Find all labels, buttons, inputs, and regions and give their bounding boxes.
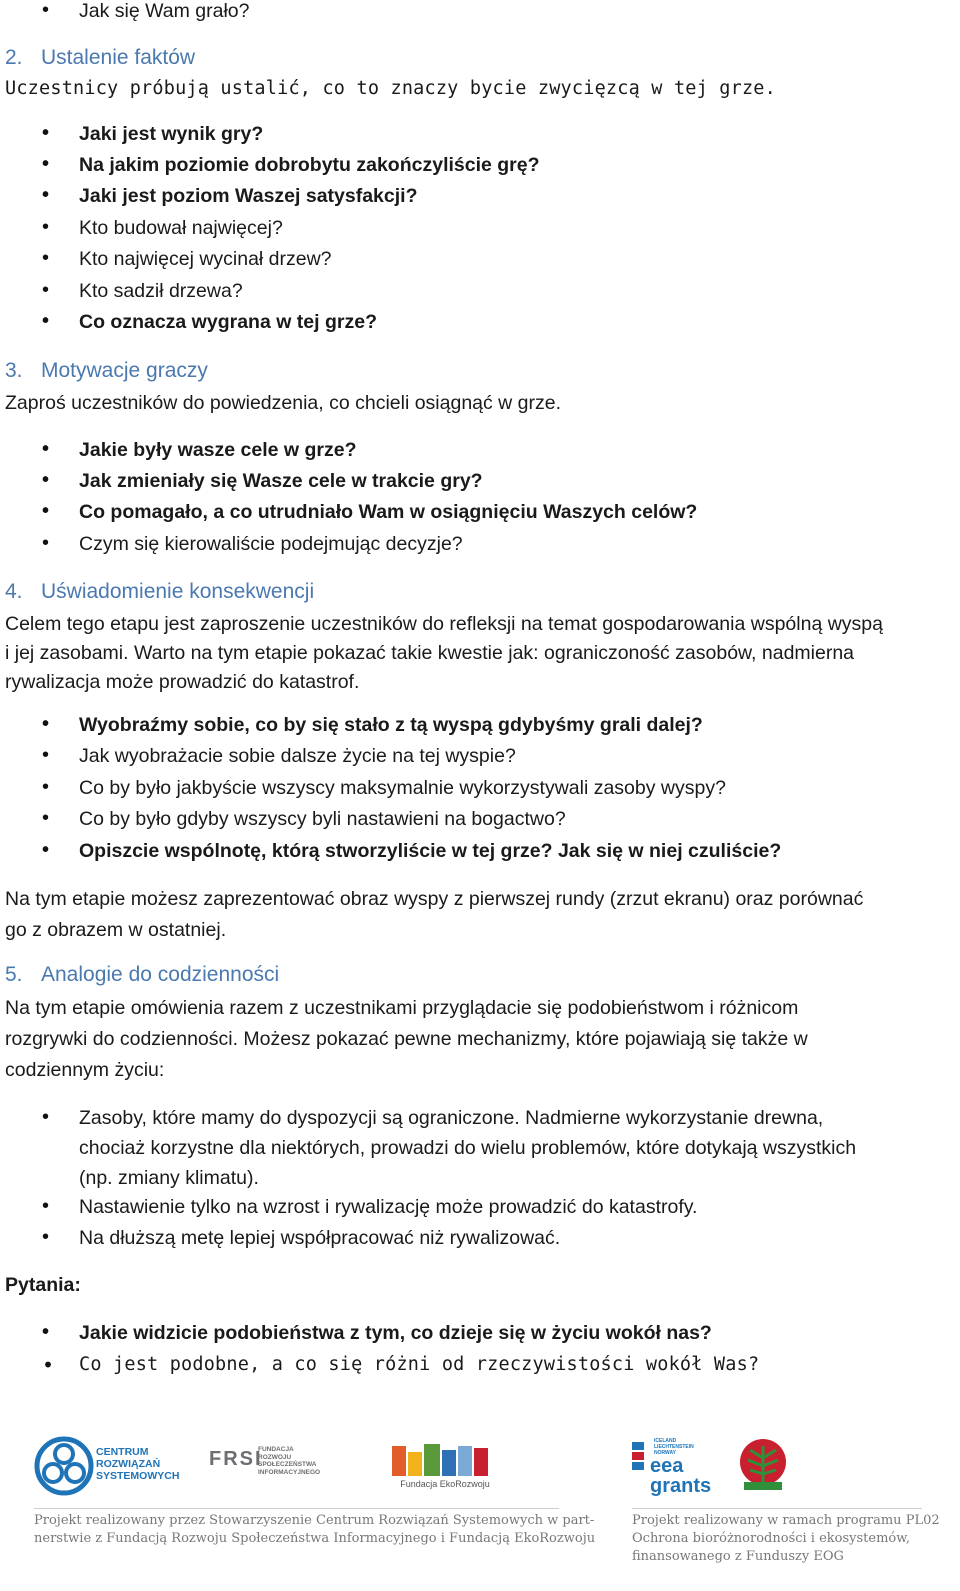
footer <box>0 1430 960 1591</box>
list-item: • Wyobraźmy sobie, co by się stało z tą wyspą gdybyśmy grali dalej? <box>79 714 703 737</box>
list-item: • Co by było jakbyście wszyscy maksymalnie wykorzystywali zasoby wyspy? <box>79 777 726 800</box>
eea-grants-logo <box>632 1436 722 1496</box>
list-item: • Jakie były wasze cele w grze? <box>79 439 357 462</box>
logo-text-line: ROZWIĄZAŃ <box>96 1458 161 1470</box>
frsi-logo-main: FRSI <box>209 1448 263 1470</box>
footer-text-line: nerstwie z Fundacją Rozwoju Społeczeństwa Informacyjnego i Fundacją EkoRozwoju <box>34 1531 596 1546</box>
logo-text-line: ICELAND <box>654 1438 677 1444</box>
section-3-heading <box>5 359 208 383</box>
list-item <box>79 1103 856 1193</box>
list-item: • Czym się kierowaliście podejmując decyzje? <box>79 533 463 556</box>
logo-text-line: eea <box>650 1455 684 1477</box>
fund-emblem-icon <box>738 1438 788 1493</box>
section-title: Uświadomienie konsekwencji <box>41 580 315 603</box>
paragraph-line: rozgrywki do codzienności. Możesz pokazać pewne mechanizmy, które pojawiają się także w <box>5 1028 808 1050</box>
eea-main-text <box>650 1456 711 1496</box>
list-item: • Jaki jest poziom Waszej satysfakcji? <box>79 185 418 208</box>
list-item-line: chociaż korzystne dla niektórych, prowadzi do wielu problemów, które dotykają wszystkich <box>79 1137 857 1159</box>
section-3-intro: Zaproś uczestników do powiedzenia, co chcieli osiągnąć w grze. <box>5 392 562 414</box>
section-number: 5. <box>5 963 23 986</box>
crs-logo <box>34 1436 184 1496</box>
list-item: • Jaki jest wynik gry? <box>79 123 263 146</box>
frsi-logo <box>209 1446 339 1491</box>
footer-divider-right <box>632 1508 922 1509</box>
logo-text-line: SYSTEMOWYCH <box>96 1470 180 1482</box>
logo-text-line: INFORMACYJNEGO <box>258 1468 321 1476</box>
crs-emblem-icon <box>34 1436 94 1496</box>
list-item-line: • Zasoby, które mamy do dyspozycji są ograniczone. Nadmierne wykorzystanie drewna, <box>79 1107 824 1129</box>
list-item: • Jak się Wam grało? <box>79 0 250 23</box>
section-number: 2. <box>5 46 23 69</box>
section-4-outro <box>5 884 950 946</box>
footer-text-line: finansowanego z Funduszy EOG <box>632 1549 844 1564</box>
list-item: • Na jakim poziomie dobrobytu zakończyliście grę? <box>79 154 540 177</box>
section-title: Analogie do codzienności <box>41 963 280 986</box>
section-number: 4. <box>5 580 23 603</box>
footer-text-line: Projekt realizowany przez Stowarzyszenie Centrum Rozwiązań Systemowych w part- <box>34 1513 595 1528</box>
logo-text-line: CENTRUM <box>96 1446 149 1458</box>
frsi-logo-sub <box>258 1446 320 1476</box>
footer-text-line: Projekt realizowany w ramach programu PL02 <box>632 1513 940 1528</box>
list-item-line: (np. zmiany klimatu). <box>79 1167 259 1189</box>
paragraph-line: Na tym etapie możesz zaprezentować obraz wyspy z pierwszej rundy (zrzut ekranu) oraz porównać <box>5 888 864 910</box>
list-item: • Co by było gdyby wszyscy byli nastawieni na bogactwo? <box>79 808 566 831</box>
footer-text-line: Ochrona bioróżnorodności i ekosystemów, <box>632 1531 910 1546</box>
logo-text-line: FUNDACJA <box>258 1446 294 1453</box>
section-title: Ustalenie faktów <box>41 46 196 69</box>
list-item: • Na dłuższą metę lepiej współpracować niż rywalizować. <box>79 1227 560 1250</box>
list-item: • Co jest podobne, a co się różni od rzeczywistości wokół Was? <box>79 1354 759 1375</box>
list-item: • Jak wyobrażacie sobie dalsze życie na tej wyspie? <box>79 745 516 768</box>
section-4-heading <box>5 580 314 604</box>
footer-left-text <box>34 1512 595 1548</box>
section-title: Motywacje graczy <box>41 359 208 382</box>
footer-divider-left <box>34 1508 559 1509</box>
section-number: 3. <box>5 359 23 382</box>
section-5-intro <box>5 993 950 1086</box>
list-item: • Co pomagało, a co utrudniało Wam w osiągnięciu Waszych celów? <box>79 501 697 524</box>
logo-text-line: LIECHTENSTEIN <box>654 1444 694 1450</box>
list-item: • Nastawienie tylko na wzrost i rywalizację może prowadzić do katastrofy. <box>79 1196 697 1219</box>
logo-text-line: NORWAY <box>654 1450 676 1456</box>
paragraph-line: i jej zasobami. Warto na tym etapie pokazać takie kwestie jak: ograniczoność zasobów, nadmierna <box>5 642 855 664</box>
fer-emblem-icon <box>390 1442 500 1480</box>
footer-right-text <box>632 1512 940 1566</box>
section-5-heading <box>5 963 279 987</box>
section-2-heading <box>5 46 195 70</box>
logo-text-line: grants <box>650 1475 712 1497</box>
logo-text-line: ROZWOJU <box>258 1453 292 1461</box>
list-item: • Jak zmieniały się Wasze cele w trakcie gry? <box>79 470 483 493</box>
paragraph-line: go z obrazem w ostatniej. <box>5 919 227 941</box>
fer-logo <box>390 1442 500 1492</box>
logo-text-line: SPOŁECZEŃSTWA <box>258 1461 317 1468</box>
list-item: • Kto sadził drzewa? <box>79 280 243 303</box>
list-item: • Jakie widzicie podobieństwa z tym, co dzieje się w życiu wokół nas? <box>79 1322 712 1345</box>
fer-logo-caption: Fundacja EkoRozwoju <box>400 1479 490 1489</box>
paragraph-line: Na tym etapie omówienia razem z uczestnikami przyglądacie się podobieństwom i różnicom <box>5 997 799 1019</box>
eea-small-text <box>654 1438 694 1456</box>
paragraph-line: codziennym życiu: <box>5 1059 165 1081</box>
list-item: • Kto najwięcej wycinał drzew? <box>79 248 332 271</box>
section-2-intro: Uczestnicy próbują ustalić, co to znaczy bycie zwycięzcą w tej grze. <box>5 78 776 99</box>
list-item: • Kto budował najwięcej? <box>79 217 283 240</box>
questions-label: Pytania: <box>5 1274 81 1296</box>
list-item: • Co oznacza wygrana w tej grze? <box>79 311 377 334</box>
crs-logo-text <box>96 1446 179 1482</box>
paragraph-line: Celem tego etapu jest zaproszenie uczestników do refleksji na temat gospodarowania wspólną wyspą <box>5 613 883 635</box>
section-4-intro <box>5 610 950 697</box>
paragraph-line: rywalizacja może prowadzić do katastrof. <box>5 671 360 693</box>
list-item: • Opiszcie wspólnotę, którą stworzyliście w tej grze? Jak się w niej czuliście? <box>79 840 781 863</box>
emblem-logo <box>738 1438 788 1493</box>
eea-flags-icon <box>632 1442 646 1492</box>
